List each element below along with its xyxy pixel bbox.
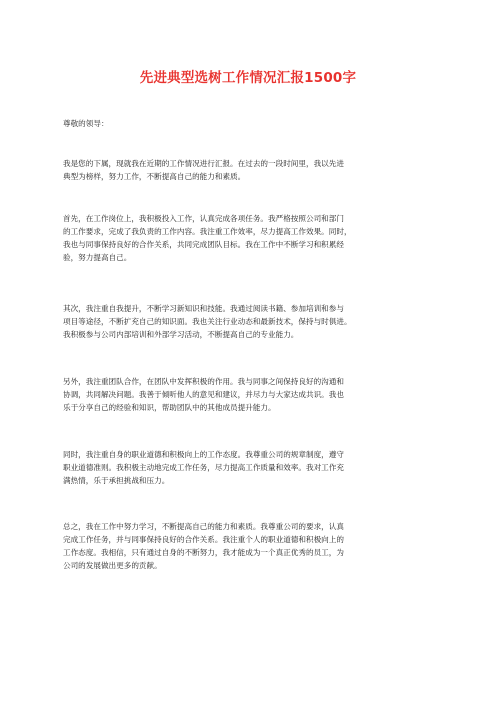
paragraph-line: 另外，我注重团队合作，在团队中发挥积极的作用。我与同事之间保持良好的沟通和 [63, 377, 344, 386]
paragraph-line: 首先，在工作岗位上，我积极投入工作，认真完成各项任务。我严格按照公司和部门 [63, 214, 344, 223]
paragraph-line: 我积极参与公司内部培训和外部学习活动，不断提高自己的专业能力。 [63, 330, 299, 339]
paragraph-4 [63, 375, 435, 414]
salutation: 尊敬的领导： [63, 119, 109, 128]
paragraph-line: 完成工作任务，并与同事保持良好的合作关系。我注重个人的职业道德和积极向上的 [63, 535, 344, 544]
paragraph-line: 项目等途径，不断扩充自己的知识面。我也关注行业动态和最新技术，保持与时俱进。 [63, 317, 352, 326]
paragraph-line: 同时，我注重自身的职业道德和积极向上的工作态度。我尊重公司的规章制度，遵守 [63, 450, 344, 459]
paragraph-5 [63, 448, 435, 487]
paragraph-line: 满热情，乐于承担挑战和压力。 [63, 476, 170, 485]
paragraph-line: 工作态度。我相信，只有通过自身的不断努力，我才能成为一个真正优秀的员工，为 [63, 548, 344, 557]
paragraph-line: 典型为榜样，努力工作，不断提高自己的能力和素质。 [63, 172, 246, 181]
paragraph-line: 其次，我注重自我提升，不断学习新知识和技能。我通过阅读书籍、参加培训和参与 [63, 304, 344, 313]
paragraph-line: 协调，共同解决问题。我善于倾听他人的意见和建议，并尽力与大家达成共识。我也 [63, 390, 344, 399]
paragraph-line: 我也与同事保持良好的合作关系，共同完成团队目标。我在工作中不断学习和积累经 [63, 240, 344, 249]
paragraph-3 [63, 302, 435, 341]
paragraph-line: 的工作要求，完成了我负责的工作内容。我注重工作效率，尽力提高工作效果。同时， [63, 227, 352, 236]
paragraph-line: 公司的发展做出更多的贡献。 [63, 561, 162, 570]
paragraph-6 [63, 520, 435, 572]
paragraph-line: 验，努力提高自己。 [63, 253, 132, 262]
paragraph-line: 我是您的下属，现就我在近期的工作情况进行汇报。在过去的一段时间里，我以先进 [63, 159, 344, 168]
paragraph-line: 总之，我在工作中努力学习，不断提高自己的能力和素质。我尊重公司的要求，认真 [63, 522, 344, 531]
paragraph-2 [63, 212, 435, 264]
paragraph-line: 职业道德准则。我积极主动地完成工作任务，尽力提高工作质量和效率。我对工作充 [63, 463, 344, 472]
paragraph-line: 乐于分享自己的经验和知识，帮助团队中的其他成员提升能力。 [63, 403, 276, 412]
paragraph-1 [63, 157, 435, 183]
document-title: 先进典型选树工作情况汇报1500字 [139, 70, 357, 86]
